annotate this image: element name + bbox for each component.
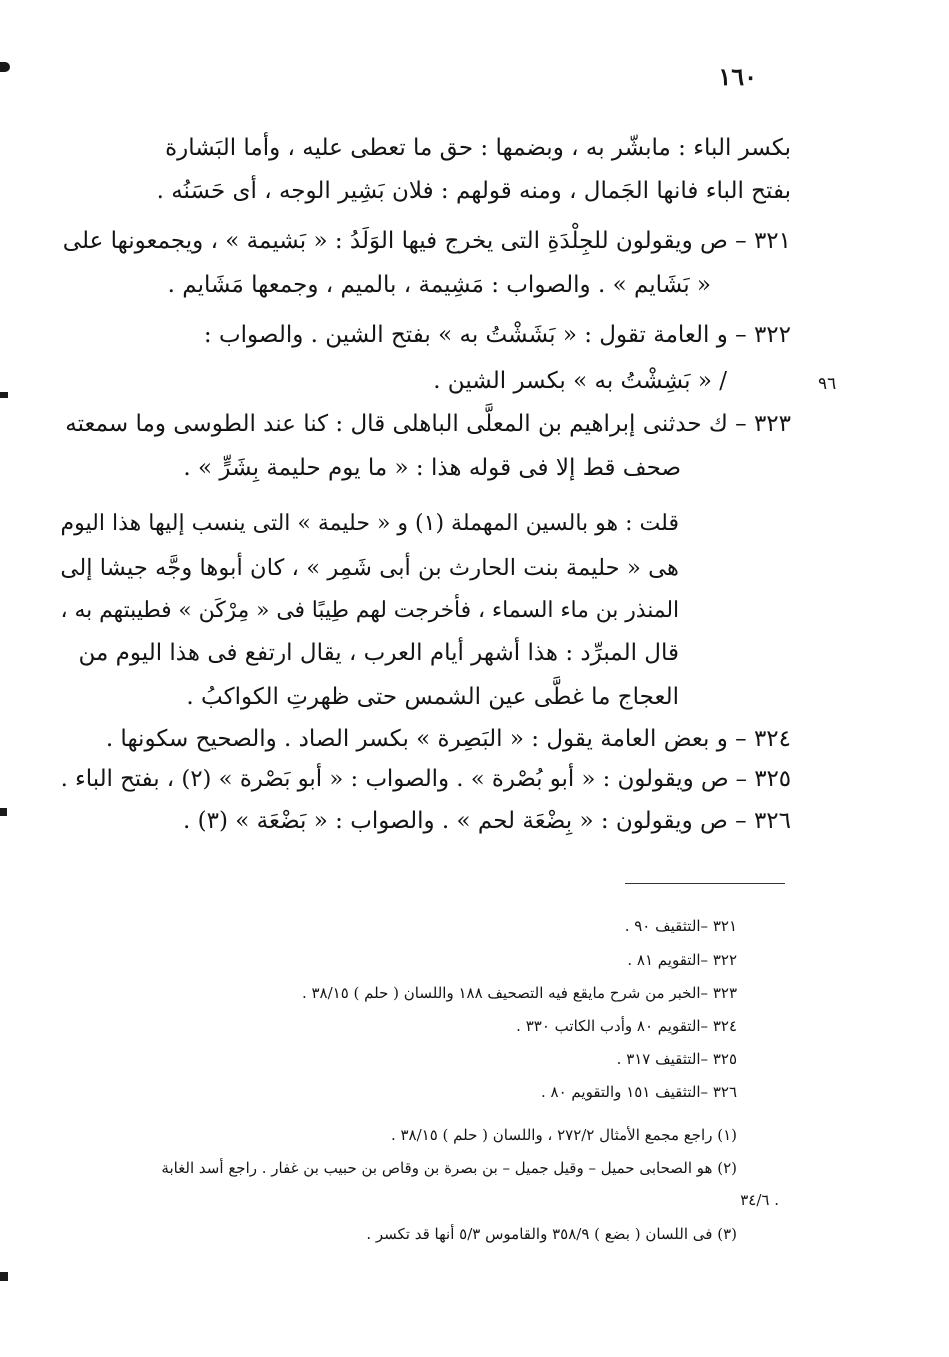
body-line: ٣٢١ – ص ويقولون للجِلْدَةِ التى يخرج فيها الوَلَدُ : « بَشيمة » ، ويجمعونها على	[62, 228, 791, 254]
body-line: صحف قط إلا فى قوله هذا : « ما يوم حليمة بِشَرٍّ » .	[183, 455, 681, 481]
scan-edge-mark	[0, 808, 7, 816]
body-line: ٣٢٦ – ص ويقولون : « بِضْعَة لحم » . والصواب : « بَضْعَة » (٣) .	[183, 808, 791, 834]
body-line: بفتح الباء فانها الجَمال ، ومنه قولهم : فلان بَشِير الوجه ، أى حَسَنُه .	[156, 178, 791, 204]
margin-note: ٩٦	[818, 374, 837, 394]
body-line: بكسر الباء : مابشّر به ، وبضمها : حق ما تعطى عليه ، وأما البَشارة	[165, 135, 791, 161]
body-line: ٣٢٣ – ك حدثنى إبراهيم بن المعلَّى الباهلى قال : كنا عند الطوسى وما سمعته	[65, 411, 791, 437]
footnote: (٢) هو الصحابى حميل – وقيل جميل – بن بصرة بن وقاص بن حبيب بن غفار . راجع أسد الغابة	[161, 1159, 737, 1177]
body-line: قلت : هو بالسين المهملة (١) و « حليمة » التى ينسب إليها هذا اليوم	[60, 511, 679, 536]
body-line: قال المبرِّد : هذا أشهر أيام العرب ، يقال ارتفع فى هذا اليوم من	[78, 640, 679, 666]
scan-edge-mark	[0, 1272, 8, 1281]
footnote: (١) راجع مجمع الأمثال ٢٧٢/٢ ، واللسان ( حلم ) ٣٨/١٥ .	[390, 1126, 737, 1144]
footnote: ٣٢٤ –التقويم ٨٠ وأدب الكاتب ٣٣٠ .	[516, 1017, 737, 1035]
footnote: ٣٢٣ –الخبر من شرح مايقع فيه التصحيف ١٨٨ واللسان ( حلم ) ٣٨/١٥ .	[301, 984, 737, 1002]
footnote-separator	[625, 883, 785, 884]
body-line: « بَشَايم » . والصواب : مَشِيمة ، بالميم ، وجمعها مَشَايم .	[167, 272, 711, 298]
body-line: ٣٢٤ – و بعض العامة يقول : « البَصِرة » بكسر الصاد . والصحيح سكونها .	[105, 726, 791, 752]
body-line: ٣٢٢ – و العامة تقول : « بَشَشْتُ به » بفتح الشين . والصواب :	[203, 322, 791, 348]
footnote: ٣٢٥ –التثقيف ٣١٧ .	[616, 1050, 737, 1068]
scan-edge-mark	[0, 62, 10, 72]
page-number: ١٦٠	[718, 62, 757, 91]
scan-edge-mark	[0, 392, 8, 398]
footnote: ٣٢١ –التثقيف ٩٠ .	[624, 917, 737, 935]
body-line: هى « حليمة بنت الحارث بن أبى شَمِر » ، كان أبوها وجَّه جيشا إلى	[60, 555, 679, 581]
body-line: ٣٢٥ – ص ويقولون : « أبو بُصْرة » . والصواب : « أبو بَصْرة » (٢) ، بفتح الباء .	[60, 766, 791, 792]
footnote: ٣٢٢ –التقويم ٨١ .	[627, 951, 737, 969]
footnote: (٣) فى اللسان ( بضع ) ٣٥٨/٩ والقاموس ٥/٣ أنها قد تكسر .	[366, 1225, 737, 1243]
footnote: ٣٢٦ –التثقيف ١٥١ والتقويم ٨٠ .	[540, 1083, 737, 1101]
footnote: . ٣٤/٦	[740, 1191, 779, 1209]
body-line: العجاج ما غطَّى عين الشمس حتى ظهرتِ الكواكبُ .	[186, 684, 679, 710]
body-line: المنذر بن ماء السماء ، فأخرجت لهم طِيبًا فى « مِرْكَن » فطيبتهم به ،	[60, 598, 679, 623]
body-line: / « بَشِشْتُ به » بكسر الشين .	[433, 368, 727, 394]
